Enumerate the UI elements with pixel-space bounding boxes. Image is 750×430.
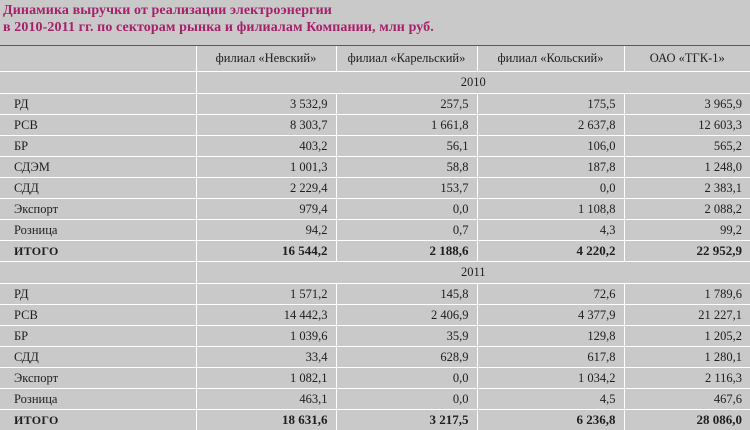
- row-label: ИТОГО: [0, 241, 196, 262]
- cell-tgk1: 565,2: [624, 136, 750, 157]
- cell-tgk1: 1 205,2: [624, 326, 750, 347]
- cell-kolsky: 4 220,2: [477, 241, 624, 262]
- cell-nevsky: 463,1: [196, 389, 336, 410]
- row-label: РСВ: [0, 305, 196, 326]
- year-header-row: [0, 72, 750, 94]
- cell-tgk1: 2 383,1: [624, 178, 750, 199]
- row-label: БР: [0, 326, 196, 347]
- cell-kolsky: 0,0: [477, 178, 624, 199]
- cell-nevsky: 979,4: [196, 199, 336, 220]
- cell-nevsky: 16 544,2: [196, 241, 336, 262]
- total-row: [0, 410, 750, 430]
- cell-karelsky: 0,0: [336, 199, 477, 220]
- cell-tgk1: 2 116,3: [624, 368, 750, 389]
- table-body: [0, 72, 750, 430]
- row-label: РД: [0, 284, 196, 305]
- row-label: РД: [0, 94, 196, 115]
- cell-kolsky: 187,8: [477, 157, 624, 178]
- cell-tgk1: 22 952,9: [624, 241, 750, 262]
- row-label: СДД: [0, 178, 196, 199]
- cell-kolsky: 6 236,8: [477, 410, 624, 430]
- cell-karelsky: 0,0: [336, 368, 477, 389]
- cell-nevsky: 2 229,4: [196, 178, 336, 199]
- cell-tgk1: 3 965,9: [624, 94, 750, 115]
- cell-karelsky: 0,7: [336, 220, 477, 241]
- table-row: [0, 389, 750, 410]
- cell-tgk1: 2 088,2: [624, 199, 750, 220]
- cell-nevsky: 3 532,9: [196, 94, 336, 115]
- cell-tgk1: 99,2: [624, 220, 750, 241]
- row-label: Экспорт: [0, 368, 196, 389]
- cell-tgk1: 28 086,0: [624, 410, 750, 430]
- cell-karelsky: 58,8: [336, 157, 477, 178]
- table-title-line-1: Динамика выручки от реализации электроэнергии: [3, 3, 332, 18]
- row-label: ИТОГО: [0, 410, 196, 430]
- cell-kolsky: 1 108,8: [477, 199, 624, 220]
- cell-karelsky: 145,8: [336, 284, 477, 305]
- column-header-tgk1: ОАО «ТГК-1»: [624, 46, 750, 72]
- cell-karelsky: 35,9: [336, 326, 477, 347]
- cell-nevsky: 8 303,7: [196, 115, 336, 136]
- cell-tgk1: 21 227,1: [624, 305, 750, 326]
- cell-kolsky: 129,8: [477, 326, 624, 347]
- row-label: Экспорт: [0, 199, 196, 220]
- year-label: 2010: [196, 72, 750, 94]
- column-header-nevsky: филиал «Невский»: [196, 46, 336, 72]
- cell-tgk1: 1 248,0: [624, 157, 750, 178]
- year-header-blank: [0, 72, 196, 94]
- column-header-row: [0, 46, 750, 72]
- table-row: [0, 284, 750, 305]
- row-label: Розница: [0, 389, 196, 410]
- cell-nevsky: 94,2: [196, 220, 336, 241]
- table-row: [0, 178, 750, 199]
- cell-karelsky: 2 406,9: [336, 305, 477, 326]
- cell-kolsky: 4,3: [477, 220, 624, 241]
- table-row: [0, 347, 750, 368]
- cell-tgk1: 12 603,3: [624, 115, 750, 136]
- table-title-line-2: в 2010-2011 гг. по секторам рынка и филиалам Компании, млн руб.: [3, 20, 434, 35]
- cell-karelsky: 0,0: [336, 389, 477, 410]
- cell-kolsky: 106,0: [477, 136, 624, 157]
- table-row: [0, 136, 750, 157]
- cell-karelsky: 56,1: [336, 136, 477, 157]
- cell-tgk1: 467,6: [624, 389, 750, 410]
- cell-kolsky: 617,8: [477, 347, 624, 368]
- table-title: [3, 2, 434, 36]
- cell-nevsky: 14 442,3: [196, 305, 336, 326]
- table-row: [0, 94, 750, 115]
- row-label: Розница: [0, 220, 196, 241]
- cell-karelsky: 628,9: [336, 347, 477, 368]
- revenue-table: [0, 45, 750, 430]
- cell-karelsky: 257,5: [336, 94, 477, 115]
- cell-karelsky: 2 188,6: [336, 241, 477, 262]
- table-row: [0, 305, 750, 326]
- table-row: [0, 326, 750, 347]
- year-label: 2011: [196, 262, 750, 284]
- column-header-karelsky: филиал «Карельский»: [336, 46, 477, 72]
- cell-nevsky: 1 082,1: [196, 368, 336, 389]
- cell-kolsky: 4,5: [477, 389, 624, 410]
- year-header-row: [0, 262, 750, 284]
- cell-kolsky: 175,5: [477, 94, 624, 115]
- table-row: [0, 157, 750, 178]
- year-header-blank: [0, 262, 196, 284]
- cell-nevsky: 33,4: [196, 347, 336, 368]
- table-row: [0, 220, 750, 241]
- cell-tgk1: 1 280,1: [624, 347, 750, 368]
- cell-nevsky: 1 001,3: [196, 157, 336, 178]
- cell-nevsky: 1 039,6: [196, 326, 336, 347]
- cell-karelsky: 1 661,8: [336, 115, 477, 136]
- cell-nevsky: 1 571,2: [196, 284, 336, 305]
- total-row: [0, 241, 750, 262]
- row-label: БР: [0, 136, 196, 157]
- cell-karelsky: 153,7: [336, 178, 477, 199]
- column-header-kolsky: филиал «Кольский»: [477, 46, 624, 72]
- cell-nevsky: 403,2: [196, 136, 336, 157]
- table-row: [0, 199, 750, 220]
- table-row: [0, 368, 750, 389]
- row-label: СДЭМ: [0, 157, 196, 178]
- cell-kolsky: 72,6: [477, 284, 624, 305]
- cell-tgk1: 1 789,6: [624, 284, 750, 305]
- table-row: [0, 115, 750, 136]
- row-label: РСВ: [0, 115, 196, 136]
- cell-nevsky: 18 631,6: [196, 410, 336, 430]
- cell-kolsky: 2 637,8: [477, 115, 624, 136]
- corner-cell: [0, 46, 196, 72]
- cell-kolsky: 4 377,9: [477, 305, 624, 326]
- cell-kolsky: 1 034,2: [477, 368, 624, 389]
- row-label: СДД: [0, 347, 196, 368]
- cell-karelsky: 3 217,5: [336, 410, 477, 430]
